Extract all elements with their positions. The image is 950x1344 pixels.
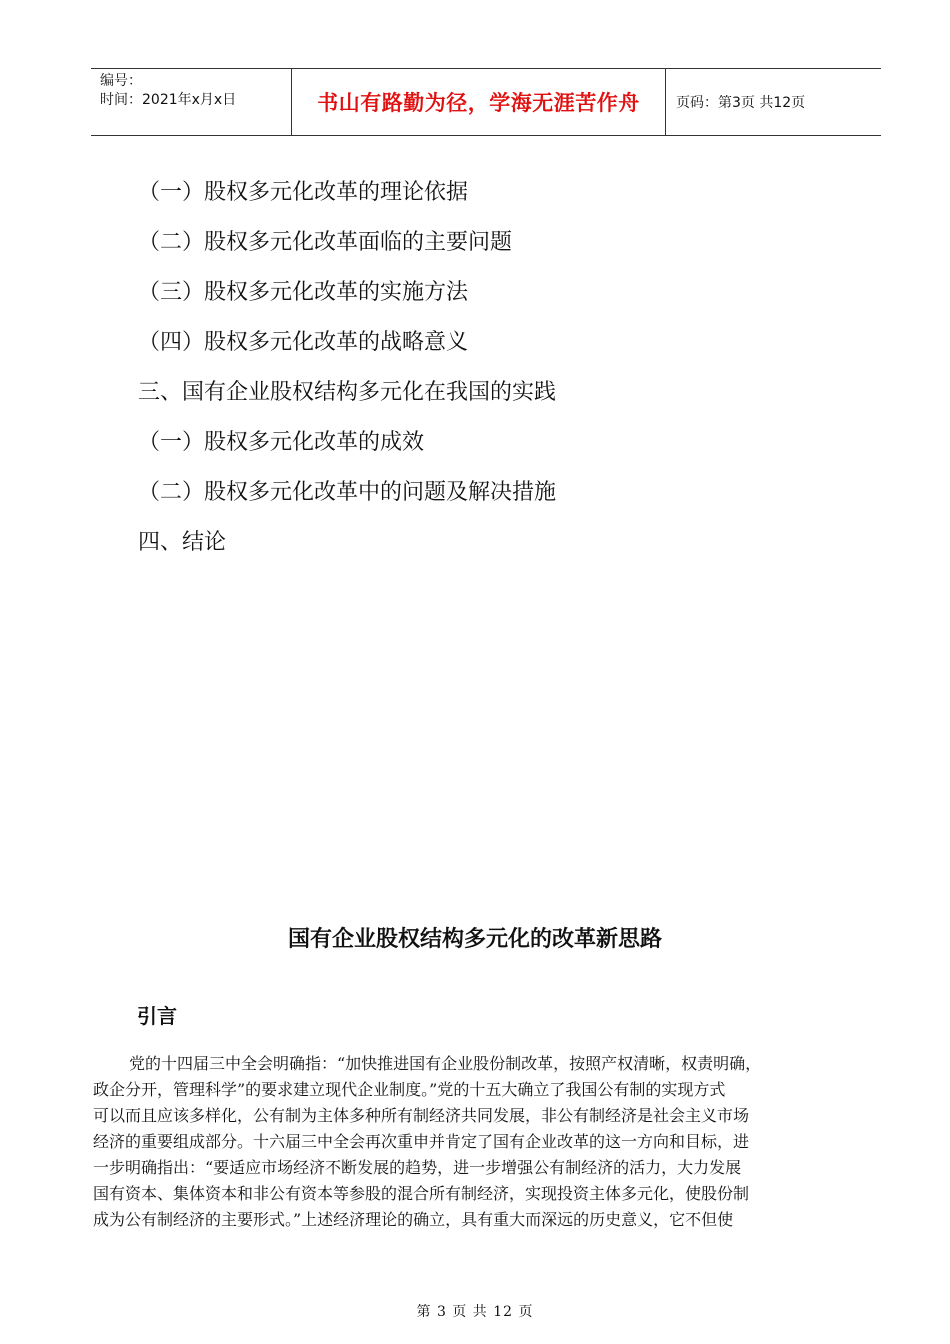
article-title: 国有企业股权结构多元化的改革新思路 bbox=[287, 927, 662, 952]
toc-item: （一）股权多元化改革的成效 bbox=[138, 430, 425, 455]
header-motto: 书山有路勤为径，学海无涯苦作舟 bbox=[292, 69, 666, 135]
table-of-contents bbox=[138, 172, 556, 572]
body-line: 政企分开，管理科学”的要求建立现代企业制度。”党的十五大确立了我国公有制的实现方式 bbox=[93, 1080, 726, 1099]
body-line: 一步明确指出：“要适应市场经济不断发展的趋势，进一步增强公有制经济的活力，大力发展 bbox=[93, 1158, 742, 1177]
body-line: 可以而且应该多样化，公有制为主体多种所有制经济共同发展，非公有制经济是社会主义市场 bbox=[93, 1106, 750, 1125]
toc-item: （二）股权多元化改革面临的主要问题 bbox=[138, 230, 513, 255]
body-line: 成为公有制经济的主要形式。”上述经济理论的确立，具有重大而深远的历史意义，它不但使 bbox=[93, 1210, 734, 1229]
document-number-label: 编号： bbox=[100, 73, 142, 89]
body-line: 党的十四届三中全会明确指：“加快推进国有企业股份制改革，按照产权清晰，权责明确， bbox=[129, 1054, 762, 1073]
document-time-label: 时间：2021年x月x日 bbox=[100, 92, 237, 108]
body-line: 经济的重要组成部分。十六届三中全会再次重申并肯定了国有企业改革的这一方向和目标，进 bbox=[93, 1132, 750, 1151]
section-heading: 引言 bbox=[137, 1004, 177, 1028]
header-page-info: 页码：第3页 共12页 bbox=[676, 95, 806, 111]
page-footer: 第 3 页 共 12 页 bbox=[416, 1304, 534, 1320]
toc-item: （二）股权多元化改革中的问题及解决措施 bbox=[138, 480, 557, 505]
page-header bbox=[91, 68, 881, 136]
toc-item: （三）股权多元化改革的实施方法 bbox=[138, 280, 469, 305]
header-meta bbox=[91, 69, 292, 135]
body-line: 国有资本、集体资本和非公有资本等参股的混合所有制经济，实现投资主体多元化，使股份制 bbox=[93, 1184, 750, 1203]
toc-item: 三、国有企业股权结构多元化在我国的实践 bbox=[138, 380, 557, 405]
body-paragraph bbox=[93, 1051, 888, 1233]
toc-item: （一）股权多元化改革的理论依据 bbox=[138, 180, 469, 205]
toc-item: 四、结论 bbox=[138, 530, 227, 555]
toc-item: （四）股权多元化改革的战略意义 bbox=[138, 330, 469, 355]
